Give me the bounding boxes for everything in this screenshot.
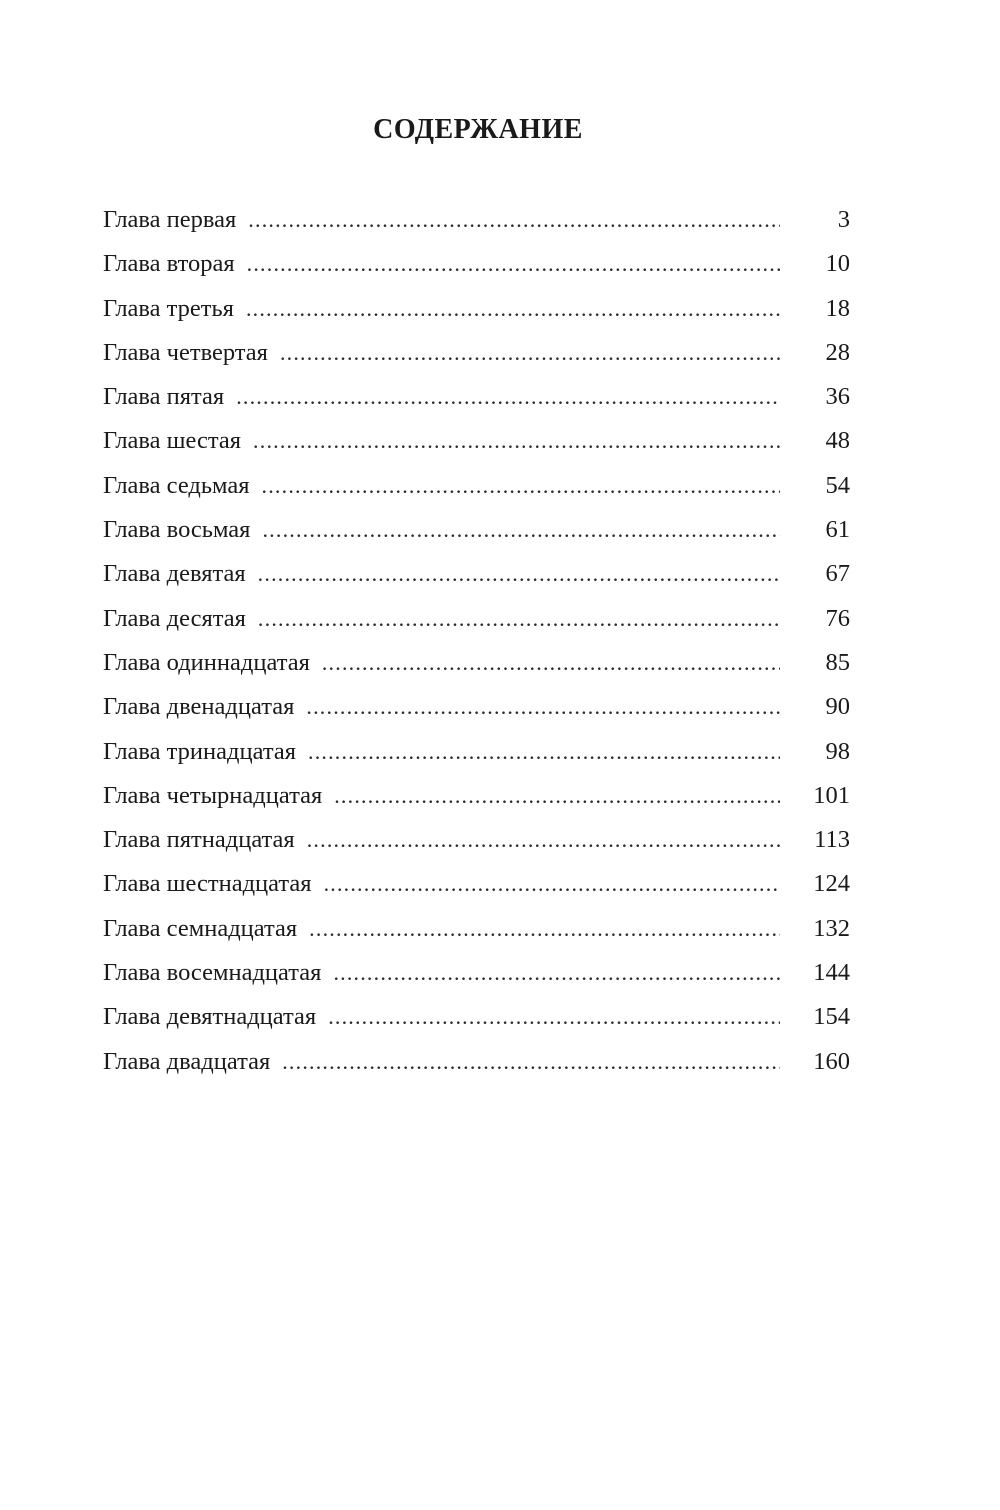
toc-entry-leader <box>324 862 780 906</box>
toc-entry-page-number: 160 <box>813 1047 850 1075</box>
toc-entry-label: Глава шестнадцатая <box>103 870 312 898</box>
toc-entry[interactable] <box>103 419 850 463</box>
toc-entry[interactable] <box>103 862 850 906</box>
toc-entry-label: Глава четырнадцатая <box>103 781 323 809</box>
toc-entry-page-number: 132 <box>813 914 850 942</box>
toc-entry-leader <box>236 375 780 419</box>
toc-entry[interactable] <box>103 951 850 995</box>
toc-entry-label: Глава тринадцатая <box>103 737 296 765</box>
toc-entry-label: Глава пятнадцатая <box>103 826 295 854</box>
toc-entry-leader <box>253 419 780 463</box>
toc-entry[interactable] <box>103 597 850 641</box>
toc-entry-page-number: 90 <box>825 693 850 721</box>
page-title: СОДЕРЖАНИЕ <box>373 114 583 145</box>
toc-entry-page-number: 10 <box>825 250 850 278</box>
toc-entry[interactable] <box>103 287 850 331</box>
toc-entry-page-number: 113 <box>814 826 850 854</box>
toc-entry-label: Глава пятая <box>103 383 225 411</box>
toc-entry-leader <box>262 508 780 552</box>
toc-entry-leader <box>258 552 780 596</box>
toc-entry-leader <box>309 907 780 951</box>
toc-entry-leader <box>248 198 780 242</box>
toc-entry-label: Глава седьмая <box>103 471 250 499</box>
toc-entry-leader <box>307 818 780 862</box>
toc-entry-label: Глава семнадцатая <box>103 914 298 942</box>
toc-entry[interactable] <box>103 730 850 774</box>
toc-entry-page-number: 154 <box>813 1003 850 1031</box>
toc-entry-label: Глава двадцатая <box>103 1047 271 1075</box>
toc-entry-leader <box>246 287 780 331</box>
toc-entry-page-number: 48 <box>825 427 850 455</box>
toc-entry-leader <box>322 641 780 685</box>
toc-entry-page-number: 98 <box>825 737 850 765</box>
toc-entry-leader <box>280 331 780 375</box>
toc-entry-leader <box>258 597 780 641</box>
toc-entry[interactable] <box>103 907 850 951</box>
toc-entry[interactable] <box>103 242 850 286</box>
toc-entry-label: Глава двенадцатая <box>103 693 295 721</box>
toc-entry-page-number: 101 <box>813 781 850 809</box>
toc-entry[interactable] <box>103 331 850 375</box>
toc-entry-page-number: 61 <box>825 516 850 544</box>
toc-entry[interactable] <box>103 508 850 552</box>
toc-entry-label: Глава одиннадцатая <box>103 648 310 676</box>
toc-entry-label: Глава восьмая <box>103 516 251 544</box>
toc-entry[interactable] <box>103 995 850 1039</box>
toc-entry-page-number: 54 <box>825 471 850 499</box>
toc-entry-leader <box>306 685 780 729</box>
toc-entry-leader <box>308 730 780 774</box>
toc-entry-page-number: 85 <box>825 648 850 676</box>
toc-list <box>103 198 850 1084</box>
toc-entry[interactable] <box>103 685 850 729</box>
toc-entry-page-number: 144 <box>813 959 850 987</box>
toc-entry[interactable] <box>103 774 850 818</box>
toc-entry-page-number: 36 <box>825 383 850 411</box>
toc-entry-label: Глава четвертая <box>103 338 268 366</box>
toc-entry-page-number: 124 <box>813 870 850 898</box>
toc-entry[interactable] <box>103 641 850 685</box>
toc-entry-page-number: 3 <box>837 206 850 233</box>
toc-entry-leader <box>334 774 780 818</box>
toc-entry-leader <box>282 1040 780 1084</box>
toc-entry-label: Глава первая <box>103 206 237 233</box>
toc-entry-label: Глава вторая <box>103 250 235 278</box>
toc-entry-page-number: 18 <box>825 294 850 322</box>
toc-entry-page-number: 28 <box>825 338 850 366</box>
toc-entry[interactable] <box>103 198 850 242</box>
toc-entry-leader <box>247 242 780 286</box>
toc-entry-page-number: 76 <box>825 604 850 632</box>
toc-entry-label: Глава шестая <box>103 427 242 455</box>
toc-entry-label: Глава восемнадцатая <box>103 959 322 987</box>
toc-entry-leader <box>328 995 780 1039</box>
toc-entry[interactable] <box>103 375 850 419</box>
toc-entry-page-number: 67 <box>825 560 850 588</box>
toc-entry[interactable] <box>103 552 850 596</box>
toc-entry-leader <box>262 464 780 508</box>
toc-entry-label: Глава десятая <box>103 604 246 632</box>
toc-entry-label: Глава третья <box>103 294 234 322</box>
toc-entry-label: Глава девятнадцатая <box>103 1003 317 1031</box>
toc-entry[interactable] <box>103 818 850 862</box>
toc-entry[interactable] <box>103 464 850 508</box>
toc-entry[interactable] <box>103 1040 850 1084</box>
toc-entry-leader <box>333 951 780 995</box>
toc-entry-label: Глава девятая <box>103 560 246 588</box>
